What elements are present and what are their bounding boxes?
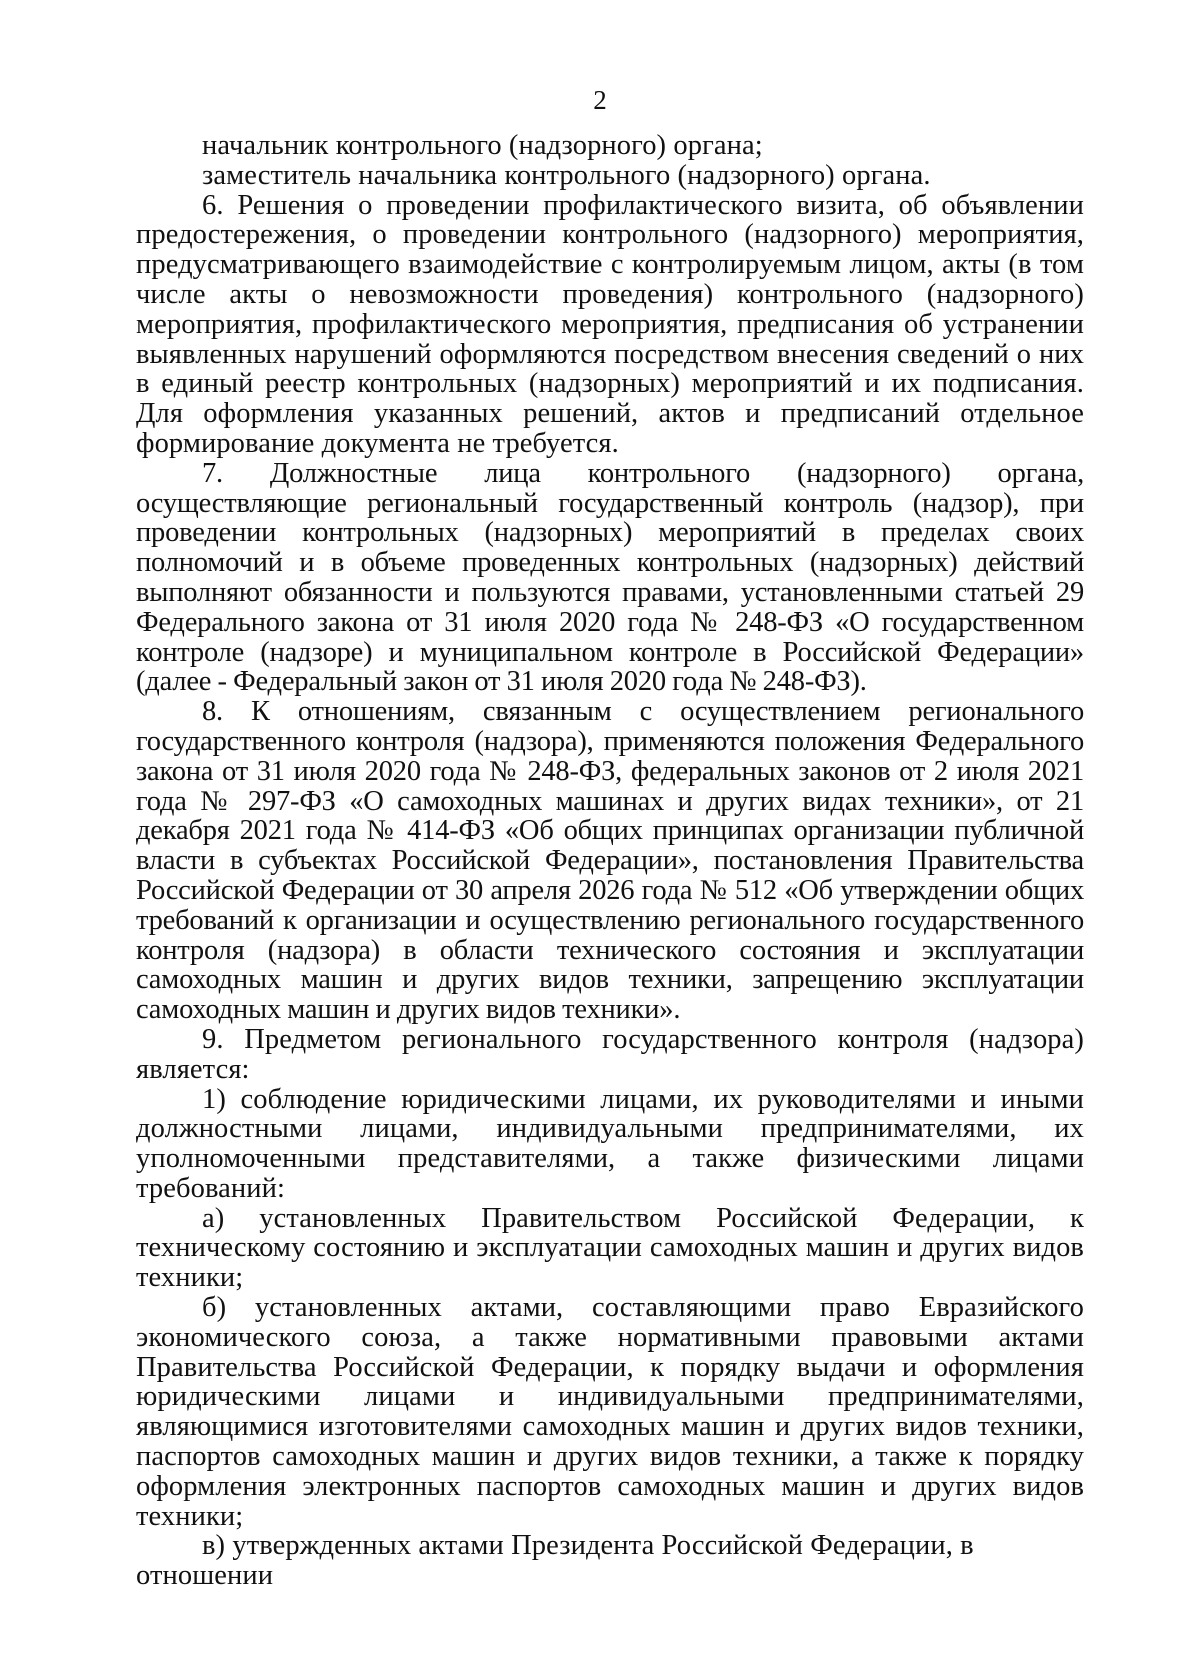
paragraph-8-legislation: 8. К отношениям, связанным с осуществлением регионального государственного контроля (надзора), применяются положения Федерального закона от 31 июля 2020 года № 248-ФЗ, федеральных законов от 2 июля 2021 года № 297-ФЗ «О самоходных машинах и других видах техники», от 21 декабря 2021 года № 414-ФЗ «Об общих принципах организации публичной власти в субъектах Российской Федерации», постановления Правительства Российской Федерации от 30 апреля 2026 года № 512 «Об утверждении общих требований к организации и осуществлению регионального государственного контроля (надзора) в области технического состояния и эксплуатации самоходных машин и других видов техники, запрещению эксплуатации самоходных машин и других видов техники». (136, 696, 1084, 1026)
paragraph-subject-item-b: б) установленных актами, составляющими право Евразийского экономического союза, а также нормативными правовыми актами Правительства Российской Федерации, к порядку выдачи и оформления юридическими лицами и индивидуальными предпринимателями, являющимися изготовителями самоходных машин и других видов техники, паспортов самоходных машин и других видов техники, а также к порядку оформления электронных паспортов самоходных машин и других видов техники; (136, 1292, 1084, 1532)
paragraph-subject-item-1: 1) соблюдение юридическими лицами, их руководителями и иными должностными лицами, индивидуальными предпринимателями, их уполномоченными представителями, а также физическими лицами требований: (136, 1083, 1084, 1204)
page-number: 2 (593, 85, 607, 115)
document-body (136, 131, 1084, 1591)
paragraph-list-item-head: начальник контрольного (надзорного) органа; (202, 130, 763, 161)
paragraph-subject-item-v: в) утвержденных актами Президента Российской Федерации, в отношении (136, 1530, 974, 1592)
paragraph-subject-item-a: а) установленных Правительством Российской Федерации, к техническому состоянию и эксплуатации самоходных машин и других видов техники; (136, 1202, 1084, 1294)
paragraph-6-decisions: 6. Решения о проведении профилактического визита, об объявлении предостережения, о проведении контрольного (надзорного) мероприятия, предусматривающего взаимодействие с контролируемым лицом, акты (в том числе акты о невозможности проведения) контрольного (надзорного) мероприятия, профилактического мероприятия, предписания об устранении выявленных нарушений оформляются посредством внесения сведений о них в единый реестр контрольных (надзорных) мероприятий и их подписания. Для оформления указанных решений, актов и предписаний отдельное формирование документа не требуется. (136, 189, 1084, 459)
paragraph-9-subject: 9. Предметом регионального государственного контроля (надзора) является: (136, 1023, 1084, 1085)
paragraph-list-item-deputy: заместитель начальника контрольного (надзорного) органа. (202, 159, 931, 191)
paragraph-7-officials: 7. Должностные лица контрольного (надзорного) органа, осуществляющие региональный государственный контроль (надзор), при проведении контрольных (надзорных) мероприятий в пределах своих полномочий и в объеме проведенных контрольных (надзорных) действий выполняют обязанности и пользуются правами, установленными статьей 29 Федерального закона от 31 июля 2020 года № 248-ФЗ «О государственном контроле (надзоре) и муниципальном контроле в Российской Федерации» (далее - Федеральный закон от 31 июля 2020 года № 248-ФЗ). (136, 457, 1084, 698)
